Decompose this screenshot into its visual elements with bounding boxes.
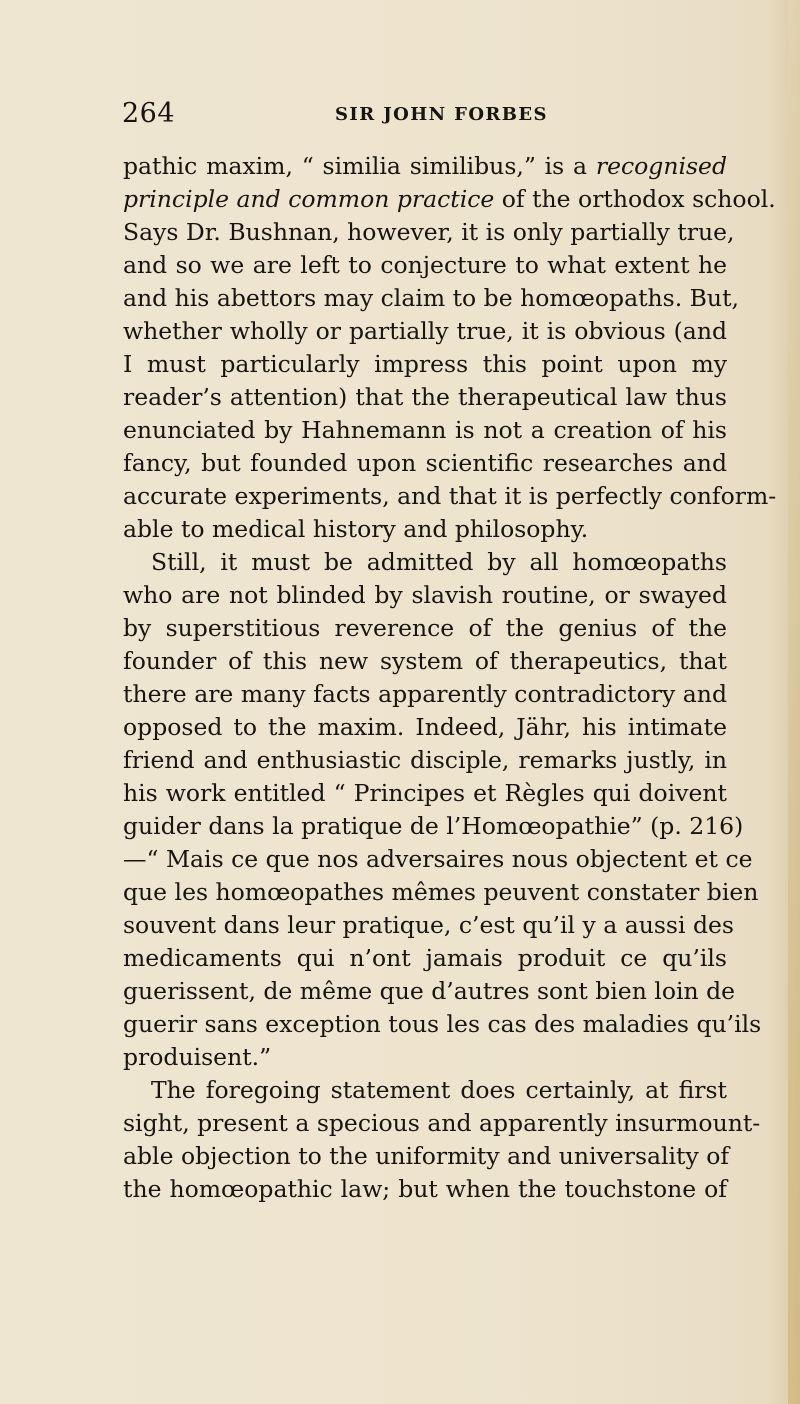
text-line: who are not blinded by slavish routine, or swayed [123, 581, 727, 609]
text-line: guider dans la pratique de l’Homœopathie” (p. 216) [123, 812, 744, 840]
text-line: guerissent, de même que d’autres sont bien loin de [123, 977, 736, 1005]
text-line: The foregoing statement does certainly, at first [151, 1076, 727, 1104]
text-line: —“ Mais ce que nos adversaires nous objectent et ce [123, 845, 753, 873]
text-line: pathic maxim, “ similia similibus,” is a recognised [123, 152, 727, 180]
text-line: able objection to the uniformity and universality of [123, 1142, 730, 1170]
text-line: there are many facts apparently contradictory and [123, 680, 727, 708]
text-line: opposed to the maxim. Indeed, Jähr, his intimate [123, 713, 727, 741]
text-line: friend and enthusiastic disciple, remarks justly, in [123, 746, 727, 774]
text-line: the homœopathic law; but when the touchstone of [123, 1175, 727, 1203]
text-line: souvent dans leur pratique, c’est qu’il y a aussi des [123, 911, 734, 939]
text-line: accurate experiments, and that it is perfectly conform- [123, 482, 777, 510]
text-line: Says Dr. Bushnan, however, it is only partially true, [123, 218, 735, 246]
running-title: SIR JOHN FORBES [335, 104, 548, 125]
text-line: I must particularly impress this point upon my [123, 350, 727, 378]
text-line: Still, it must be admitted by all homœopaths [151, 548, 727, 576]
text-line: principle and common practice of the orthodox school. [123, 185, 776, 213]
text-line: guerir sans exception tous les cas des maladies qu’ils [123, 1010, 762, 1038]
text-line: que les homœopathes mêmes peuvent constater bien [123, 878, 759, 906]
text-line: and his abettors may claim to be homœopaths. But, [123, 284, 739, 312]
text-line: founder of this new system of therapeutics, that [123, 647, 727, 675]
text-line: produisent.” [123, 1043, 272, 1071]
text-line: by superstitious reverence of the genius of the [123, 614, 727, 642]
text-line: and so we are left to conjecture to what extent he [123, 251, 727, 279]
body-text [123, 150, 777, 1206]
text-line: medicaments qui n’ont jamais produit ce qu’ils [123, 944, 727, 972]
page-edge-shadow [788, 0, 800, 1404]
text-line: reader’s attention) that the therapeutical law thus [123, 383, 727, 411]
text-line: sight, present a specious and apparently insurmount- [123, 1109, 761, 1137]
text-line: able to medical history and philosophy. [123, 515, 589, 543]
text-line: whether wholly or partially true, it is obvious (and [123, 317, 727, 345]
text-line: fancy, but founded upon scientific researches and [123, 449, 727, 477]
page-number: 264 [122, 98, 176, 129]
running-head [122, 99, 722, 135]
text-line: enunciated by Hahnemann is not a creation of his [123, 416, 727, 444]
text-line: his work entitled “ Principes et Règles qui doivent [123, 779, 727, 807]
